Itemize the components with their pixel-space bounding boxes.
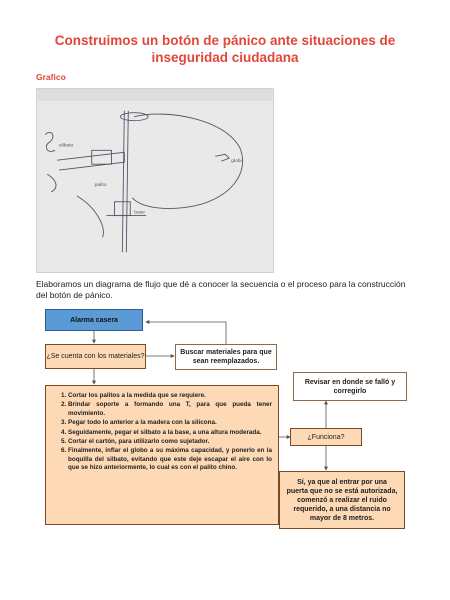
section-label: Grafico bbox=[36, 72, 66, 82]
flow-result-box: Sí, ya que al entrar por una puerta que no se está autorizada, comenzó a realizar el ruido requerido, a una distancia no mayor de 8 metros. bbox=[279, 471, 405, 529]
flow-start-box: Alarma casera bbox=[45, 309, 143, 331]
step-item: 2. Brindar soporte a formando una T, para que pueda tener movimiento. bbox=[68, 401, 272, 418]
sketch-photo bbox=[36, 88, 274, 273]
flow-review-box: Revisar en donde se falló y corregirlo bbox=[293, 372, 407, 401]
sketch-label: silbato bbox=[59, 143, 74, 149]
arrow-alt-loop bbox=[146, 322, 226, 344]
sketch-label: globo bbox=[231, 159, 244, 165]
page-title: Construimos un botón de pánico ante situaciones de inseguridad ciudadana bbox=[54, 33, 396, 65]
flow-question-materials: ¿Se cuenta con los materiales? bbox=[45, 344, 146, 369]
flow-steps-box bbox=[45, 385, 279, 525]
sketch-label: palito bbox=[94, 182, 107, 188]
step-item: 5. Cortar el cartón, para utilizarlo como sujetador. bbox=[68, 438, 272, 446]
whiteboard-sketch bbox=[37, 89, 273, 272]
flow-question-works: ¿Funciona? bbox=[290, 428, 362, 446]
step-item: 4. Seguidamente, pegar el silbato a la base, a una altura moderada. bbox=[68, 429, 272, 437]
step-item: 1. Cortar los palitos a la medida que se requiere. bbox=[68, 392, 272, 400]
intro-paragraph: Elaboramos un diagrama de flujo que dé a conocer la secuencia o el proceso para la construcción del botón de pánico. bbox=[36, 279, 406, 300]
steps-list bbox=[50, 392, 272, 473]
step-item: 6. Finalmente, inflar el globo a su máxima capacidad, y ponerlo en la boquilla del silbato, evitando que este deje escapar el aire con lo que se hizo anteriormente, lo cual es con el palito chino. bbox=[68, 447, 272, 472]
step-item: 3. Pegar todo lo anterior a la madera con la silicona. bbox=[68, 419, 272, 427]
sketch-label: base bbox=[134, 210, 145, 216]
flow-alt-materials-box: Buscar materiales para que sean reemplazados. bbox=[175, 344, 277, 370]
